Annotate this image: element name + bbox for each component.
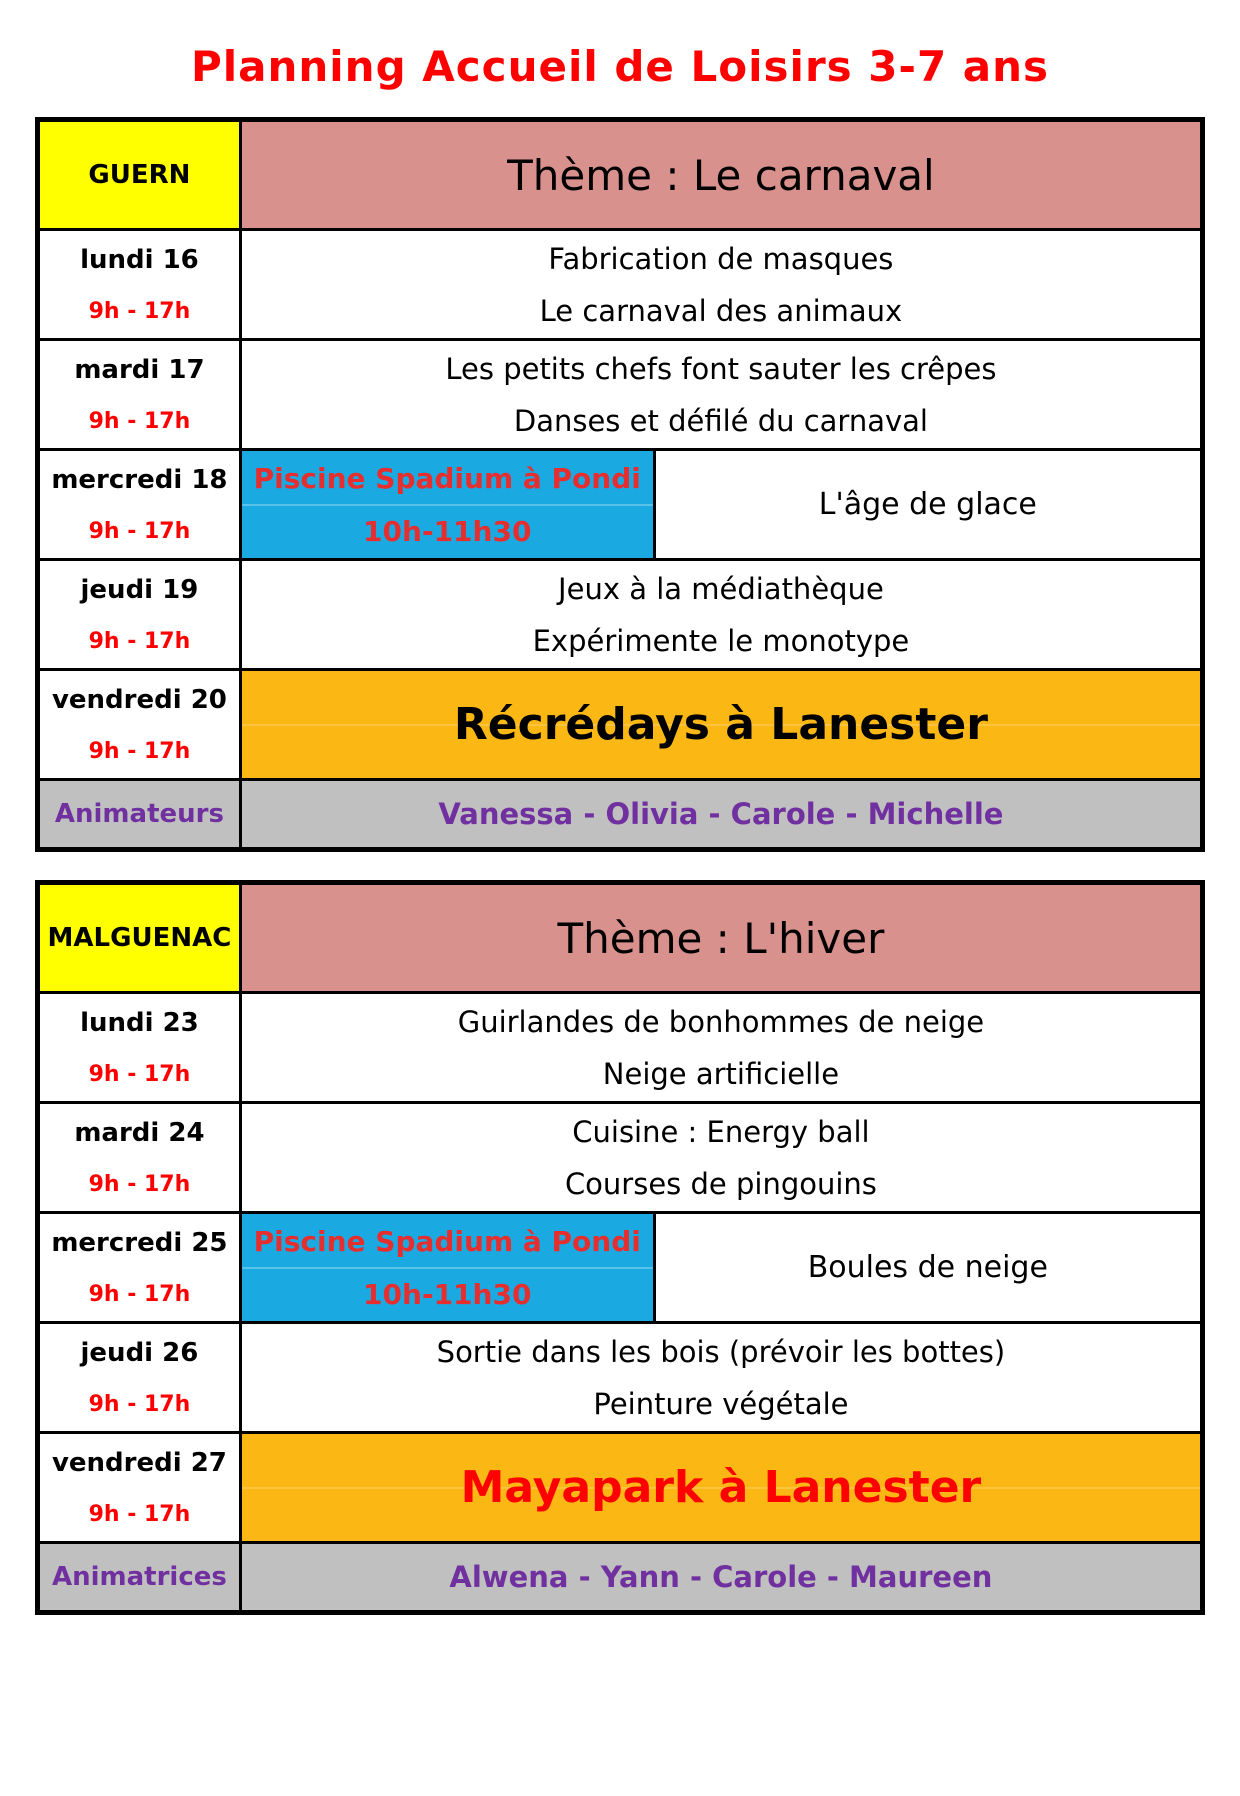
- outing-banner-cell: Récrédays à Lanester: [240, 670, 1202, 780]
- activity-cell: [240, 560, 1202, 670]
- time-label: 9h - 17h: [88, 1282, 191, 1308]
- activity-line-2: Danses et défilé du carnaval: [513, 403, 928, 438]
- time-label: 9h - 17h: [88, 1062, 191, 1088]
- pool-time: 10h-11h30: [363, 1277, 532, 1311]
- activity-line-2: Peinture végétale: [593, 1386, 849, 1421]
- staff-label-cell: Animateurs: [38, 780, 241, 850]
- header-row: [38, 883, 1203, 993]
- day-label: lundi 23: [80, 1007, 199, 1038]
- location-cell: MALGUENAC: [38, 883, 241, 993]
- header-row: [38, 120, 1203, 230]
- day-label: mercredi 25: [51, 1227, 228, 1258]
- day-row-vendredi-20: [38, 670, 1203, 780]
- planning-table-guern: [35, 117, 1205, 852]
- staff-row: [38, 1543, 1203, 1613]
- pool-name: Piscine Spadium à Pondi: [242, 453, 653, 506]
- activity-cell: Boules de neige: [654, 1213, 1202, 1323]
- day-row-lundi-16: [38, 230, 1203, 340]
- time-label: 9h - 17h: [88, 1502, 191, 1528]
- activity-cell: [240, 1323, 1202, 1433]
- day-label: lundi 16: [80, 244, 199, 275]
- day-row-mercredi-25: [38, 1213, 1203, 1323]
- day-row-mardi-24: [38, 1103, 1203, 1213]
- activity-line-1: Jeux à la médiathèque: [558, 571, 884, 606]
- activity-line-1: Les petits chefs font sauter les crêpes: [445, 351, 997, 386]
- day-row-vendredi-27: [38, 1433, 1203, 1543]
- activity-cell: [240, 230, 1202, 340]
- activity-cell: [240, 340, 1202, 450]
- day-label: jeudi 26: [80, 1337, 199, 1368]
- activity-cell: L'âge de glace: [654, 450, 1202, 560]
- theme-cell: Thème : L'hiver: [240, 883, 1202, 993]
- activity-cell: [240, 1103, 1202, 1213]
- activity-line-2: Neige artificielle: [602, 1056, 840, 1091]
- day-label: mardi 24: [74, 1117, 205, 1148]
- day-label: mardi 17: [74, 354, 205, 385]
- time-label: 9h - 17h: [88, 1172, 191, 1198]
- day-row-jeudi-26: [38, 1323, 1203, 1433]
- day-cell: [38, 450, 241, 560]
- time-label: 9h - 17h: [88, 409, 191, 435]
- time-label: 9h - 17h: [88, 629, 191, 655]
- activity-cell: [240, 993, 1202, 1103]
- day-row-mercredi-18: [38, 450, 1203, 560]
- pool-name: Piscine Spadium à Pondi: [242, 1216, 653, 1269]
- staff-names-cell: Alwena - Yann - Carole - Maureen: [240, 1543, 1202, 1613]
- planning-page: [0, 42, 1240, 1615]
- staff-label-cell: Animatrices: [38, 1543, 241, 1613]
- time-label: 9h - 17h: [88, 1392, 191, 1418]
- day-cell: [38, 1103, 241, 1213]
- day-label: mercredi 18: [51, 464, 228, 495]
- staff-names-cell: Vanessa - Olivia - Carole - Michelle: [240, 780, 1202, 850]
- day-cell: [38, 230, 241, 340]
- day-cell: [38, 670, 241, 780]
- day-cell: [38, 1433, 241, 1543]
- location-cell: GUERN: [38, 120, 241, 230]
- activity-line-1: Fabrication de masques: [548, 241, 894, 276]
- day-cell: [38, 340, 241, 450]
- activity-line-1: Cuisine : Energy ball: [572, 1114, 870, 1149]
- pool-outing-cell: [240, 1213, 654, 1323]
- activity-line-2: Expérimente le monotype: [532, 623, 910, 658]
- day-row-mardi-17: [38, 340, 1203, 450]
- day-row-lundi-23: [38, 993, 1203, 1103]
- time-label: 9h - 17h: [88, 739, 191, 765]
- staff-row: [38, 780, 1203, 850]
- pool-time: 10h-11h30: [363, 514, 532, 548]
- day-label: vendredi 27: [51, 1447, 227, 1478]
- day-cell: [38, 1213, 241, 1323]
- activity-line-1: Sortie dans les bois (prévoir les bottes): [436, 1334, 1006, 1369]
- time-label: 9h - 17h: [88, 299, 191, 325]
- planning-table-malguenac: [35, 880, 1205, 1615]
- day-cell: [38, 560, 241, 670]
- activity-line-2: Courses de pingouins: [564, 1166, 877, 1201]
- day-label: jeudi 19: [80, 574, 199, 605]
- activity-line-1: Guirlandes de bonhommes de neige: [457, 1004, 985, 1039]
- day-label: vendredi 20: [51, 684, 227, 715]
- day-row-jeudi-19: [38, 560, 1203, 670]
- outing-banner-cell: Mayapark à Lanester: [240, 1433, 1202, 1543]
- day-cell: [38, 993, 241, 1103]
- time-label: 9h - 17h: [88, 519, 191, 545]
- day-cell: [38, 1323, 241, 1433]
- page-title: Planning Accueil de Loisirs 3-7 ans: [190, 42, 1050, 91]
- activity-line-2: Le carnaval des animaux: [539, 293, 903, 328]
- theme-cell: Thème : Le carnaval: [240, 120, 1202, 230]
- pool-outing-cell: [240, 450, 654, 560]
